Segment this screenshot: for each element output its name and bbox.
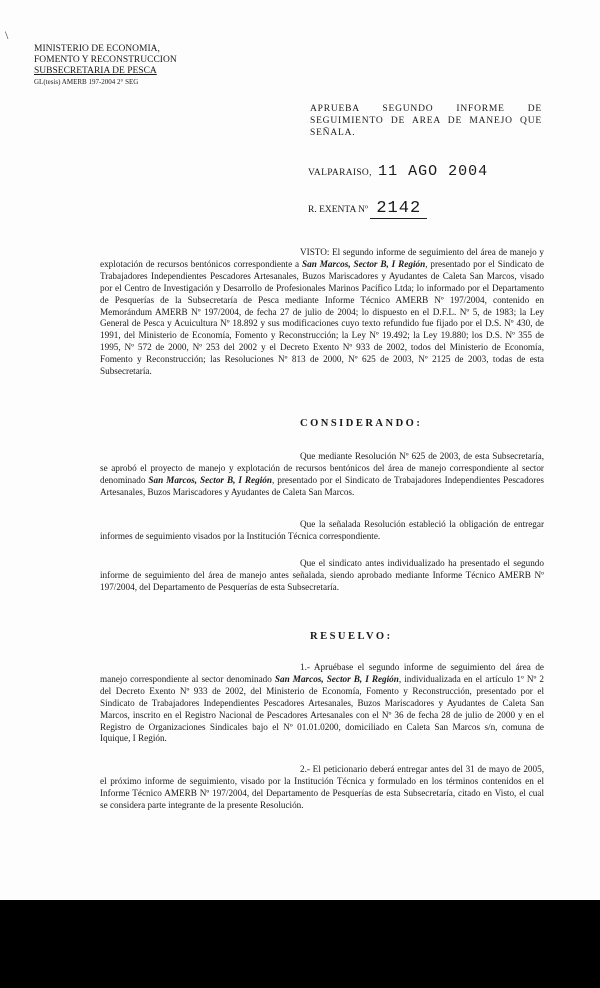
considerando-1-text-2: , presentado por el Sindicato de Trabajadores Independientes Pescadores Artesanales, Buzos Mariscadores y Ayudantes de Caleta San Marcos. [100, 474, 544, 497]
resuelvo-2 [100, 764, 544, 812]
corner-mark: \ [5, 28, 9, 42]
visto-area-name: San Marcos, Sector B, I Región [302, 258, 426, 269]
ministry-line-1: MINISTERIO DE ECONOMIA, [34, 44, 160, 54]
considerando-3 [100, 558, 544, 594]
considerando-1-text-1: Subsecretaría, se aprobó el proyecto de manejo y explotación de recursos bentónicos del área de manejo correspondiente al sector denominado [100, 451, 545, 485]
resuelvo-1 [100, 662, 544, 745]
resuelvo-2-lead: 2.- El peticionario deberá entregar antes del 31 de [300, 764, 487, 774]
considerando-3-lead: Que el sindicato antes individualizado ha presentado el [300, 558, 510, 568]
considerando-2-lead: Que la señalada Resolución estableció la obligación de [300, 519, 511, 529]
resolution-label: R. EXENTA Nº [308, 205, 368, 215]
visto-text-1: de manejo y explotación de recursos bentónicos correspondiente a [100, 247, 544, 269]
resuelvo-1-lead: 1.- Apruébase el segundo informe de seguimiento del [300, 662, 512, 672]
resuelvo-title: RESUELVO: [310, 631, 393, 642]
resuelvo-1-area-name: San Marcos, Sector B, I Región [274, 673, 399, 684]
considerando-1-lead: Que mediante Resolución Nº 625 de 2003, de esta [300, 451, 490, 461]
visto-text-2: , presentado por el Sindicato de Trabajadores Independientes Pescadores Artesanales, Buzos Mariscadores y Ayudantes de Caleta San Marcos, visado por el Centro de Investigación y Desarrollo de Profesionales Marinos Pacífico Ltda; lo informado por el Departamento de Pesquerías de la Subsecretaría de Pesca mediante Informe Técnico AMERB Nº 197/2004, contenido en Memorándum AMERB Nº 197/2004, de fecha 27 de julio de 2004; lo dispuesto en el D.F.L. Nº 5, de 1983; la Ley General de Pesca y Acuicultura Nº 18.892 y sus modificaciones cuyo texto refundido fue fijado por el D.S. Nº 430, de 1991, del Ministerio de Economía, Fomento y Reconstrucción; la Ley Nº 19.492; la Ley 19.880; los D.S. Nº 355 de 1995, Nº 572 de 2000, Nº 253 del 2002 y el Decreto Exento Nº 933 de 2002, todos del Ministerio de Economía, Fomento y Reconstrucción; las Resoluciones Nº 813 de 2000, Nº 625 de 2003, Nº 2125 de 2003, todas de esta Subsecretaría. [100, 258, 544, 377]
resuelvo-1-text-1: área de manejo correspondiente al sector denominado [100, 662, 545, 684]
place: VALPARAISO, [308, 168, 372, 178]
visto-lead: VISTO: El segundo informe de seguimiento del área [300, 247, 496, 257]
ministry-line-3: SUBSECRETARIA DE PESCA [34, 66, 157, 76]
scan-black-border [0, 900, 600, 988]
considerando-2 [100, 519, 544, 543]
date-stamp: 11 AGO 2004 [378, 163, 489, 180]
considerando-1 [100, 451, 544, 499]
considerando-3-text-1: segundo informe de seguimiento del área de manejo antes señalada, siendo aprobado mediante Informe Técnico AMERB Nº 197/2004, del Departamento de Pesquerías de esta Subsecretaría. [100, 558, 544, 592]
considerando-2-text-1: entregar informes de seguimiento visados por la Institución Técnica correspondiente. [100, 519, 544, 541]
ministry-header [34, 44, 204, 88]
visto-paragraph [100, 247, 544, 378]
resolution-summary: APRUEBA SEGUNDO INFORME DE SEGUIMIENTO DE AREA DE MANEJO QUE SEÑALA. [310, 104, 542, 138]
resolution-number: 2142 [370, 199, 427, 219]
place-date [308, 163, 488, 180]
resolution-number-line [308, 199, 427, 218]
ministry-line-2: FOMENTO Y RECONSTRUCCION [34, 55, 177, 65]
considerando-title: CONSIDERANDO: [300, 418, 423, 429]
resuelvo-2-text-1: mayo de 2005, el próximo informe de seguimiento, visado por la Institución Técnica y formulado en los términos contenidos en el Informe Técnico AMERB Nº 197/2004, del Departamento de Pesquerías de esta Subsecretaría, citado en Visto, el cual se considera parte integrante de la presente Resolución. [100, 764, 544, 810]
resuelvo-1-text-2: , individualizada en el artículo 1º Nº 2 del Decreto Exento Nº 933 de 2002, del Ministerio de Economía, Fomento y Reconstrucción, presentado por el Sindicato de Trabajadores Independientes Pescadores Artesanales, Buzos Mariscadores y Ayudantes de Caleta San Marcos, inscrito en el Registro Nacional de Pescadores Artesanales con el Nº 36 de fecha 28 de julio de 2000 y en el Registro de Organizaciones Sindicales bajo el Nº 01.01.0200, domiciliado en Caleta San Marcos s/n, comuna de Iquique, I Región. [100, 673, 544, 744]
considerando-1-area-name: San Marcos, Sector B, I Región [148, 474, 272, 485]
reference-code: GL(tesis) AMERB 197-2004 2° SEG [34, 78, 139, 86]
